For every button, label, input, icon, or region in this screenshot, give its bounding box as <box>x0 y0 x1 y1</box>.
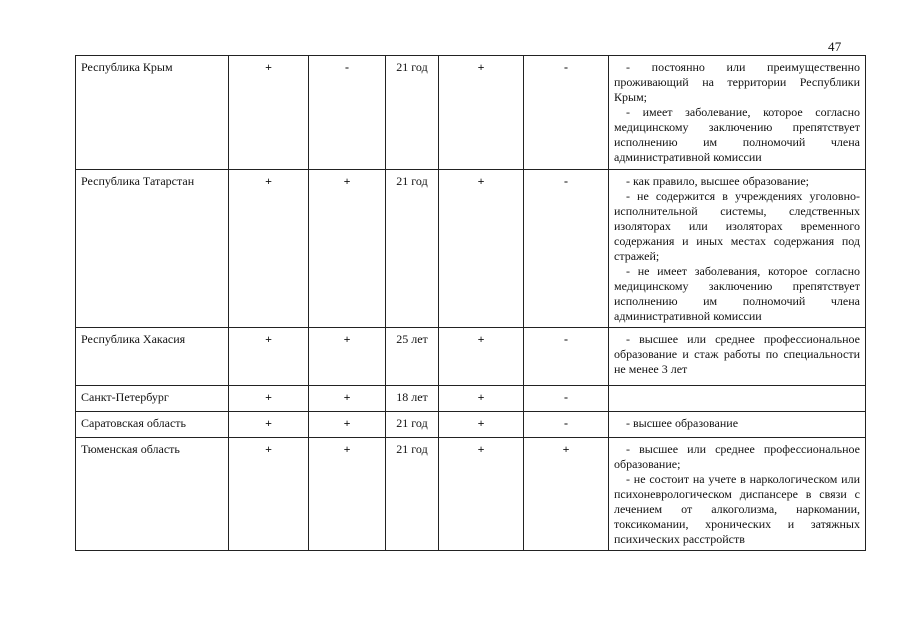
region-name-cell: Республика Хакасия <box>76 328 229 386</box>
requirements-cell <box>609 170 866 328</box>
table-row <box>76 412 866 438</box>
criterion-4-cell: + <box>439 328 524 386</box>
requirement-item: - имеет заболевание, которое согласно медицинскому заключению препятствует исполнению им полномочий члена административной комиссии <box>614 105 860 164</box>
table-row <box>76 438 866 551</box>
requirements-cell <box>609 328 866 386</box>
criterion-5-cell: - <box>524 328 609 386</box>
requirement-item: - высшее или среднее профессиональное образование и стаж работы по специальности не менее 3 лет <box>614 332 860 376</box>
requirement-item: - не имеет заболевания, которое согласно медицинскому заключению препятствует исполнению им полномочий члена административной комиссии <box>614 264 860 323</box>
regions-table <box>75 55 866 551</box>
requirement-item: - как правило, высшее образование; <box>626 174 810 188</box>
criterion-4-cell: + <box>439 412 524 438</box>
criterion-5-cell: - <box>524 170 609 328</box>
min-age-cell: 21 год <box>386 170 439 328</box>
region-name-cell: Республика Татарстан <box>76 170 229 328</box>
requirement-item: - высшее образование <box>626 416 739 430</box>
criterion-2-cell: - <box>309 56 386 170</box>
min-age-cell: 21 год <box>386 56 439 170</box>
min-age-cell: 21 год <box>386 412 439 438</box>
requirement-item: - высшее или среднее профессиональное образование; <box>614 442 860 471</box>
region-name-cell: Саратовская область <box>76 412 229 438</box>
requirements-cell <box>609 386 866 412</box>
criterion-1-cell: + <box>229 56 309 170</box>
criterion-5-cell: - <box>524 386 609 412</box>
criterion-4-cell: + <box>439 438 524 551</box>
requirement-item: - не состоит на учете в наркологическом или психоневрологическом диспансере в связи с лечением от алкоголизма, наркомании, токсикомании, хронических и затяжных психических расстройств <box>614 472 860 546</box>
region-name-cell: Республика Крым <box>76 56 229 170</box>
criterion-1-cell: + <box>229 412 309 438</box>
table-body <box>76 56 866 551</box>
requirement-item: - не содержится в учреждениях уголовно-исполнительной системы, следственных изоляторах или изоляторах временного содержания и иных местах содержания под стражей; <box>614 189 860 263</box>
page-number: 47 <box>828 39 842 54</box>
criterion-4-cell: + <box>439 170 524 328</box>
criterion-4-cell: + <box>439 386 524 412</box>
criterion-1-cell: + <box>229 328 309 386</box>
criterion-5-cell: - <box>524 56 609 170</box>
criterion-2-cell: + <box>309 328 386 386</box>
region-name-cell: Тюменская область <box>76 438 229 551</box>
requirements-cell <box>609 438 866 551</box>
criterion-5-cell: + <box>524 438 609 551</box>
table-row <box>76 56 866 170</box>
table-row <box>76 328 866 386</box>
table-row <box>76 386 866 412</box>
requirements-cell <box>609 412 866 438</box>
criterion-2-cell: + <box>309 438 386 551</box>
criterion-1-cell: + <box>229 386 309 412</box>
criterion-1-cell: + <box>229 438 309 551</box>
min-age-cell: 18 лет <box>386 386 439 412</box>
min-age-cell: 21 год <box>386 438 439 551</box>
criterion-4-cell: + <box>439 56 524 170</box>
criterion-2-cell: + <box>309 386 386 412</box>
region-name-cell: Санкт-Петербург <box>76 386 229 412</box>
criterion-1-cell: + <box>229 170 309 328</box>
criterion-5-cell: - <box>524 412 609 438</box>
requirements-cell <box>609 56 866 170</box>
criterion-2-cell: + <box>309 170 386 328</box>
criterion-2-cell: + <box>309 412 386 438</box>
min-age-cell: 25 лет <box>386 328 439 386</box>
table-row <box>76 170 866 328</box>
requirement-item: - постоянно или преимущественно проживающий на территории Республики Крым; <box>614 60 860 104</box>
